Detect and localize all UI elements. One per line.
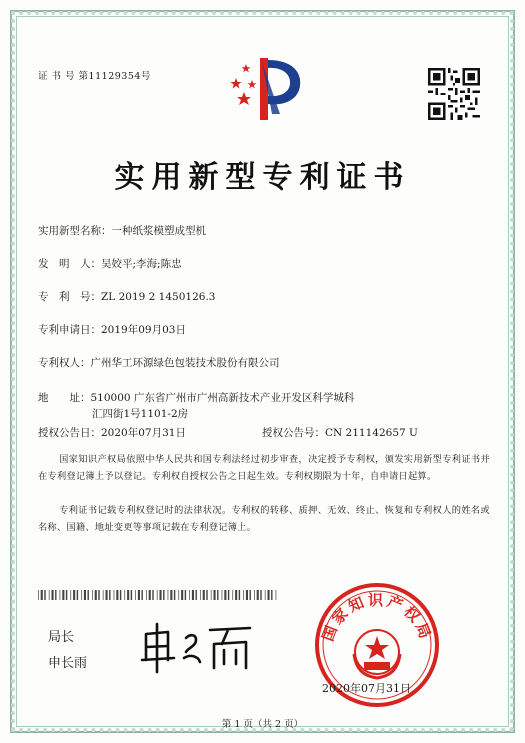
address-label: 地 址：	[38, 392, 91, 404]
grant-number-row	[262, 425, 418, 440]
cnipa-logo-icon	[226, 52, 306, 126]
address-line-2: 汇四街1号1101-2房	[92, 408, 189, 420]
patent-number-label: 专 利 号：	[38, 291, 101, 303]
signatory-title: 局长	[48, 630, 75, 645]
qr-code	[428, 68, 480, 120]
barcode-strip	[38, 590, 278, 600]
patentee-row	[38, 355, 280, 370]
utility-model-name-label: 实用新型名称：	[38, 225, 112, 237]
address-line-1: 510000 广东省广州市广州高新技术产业开发区科学城科	[90, 392, 355, 404]
patent-number-row	[38, 289, 215, 304]
legal-status-paragraph: 专利证书记载专利权登记时的法律状况。专利权的转移、质押、无效、终止、恢复和专利权人的姓名或名称、国籍、地址变更等事项记载在专利登记簿上。	[38, 505, 490, 533]
utility-model-name-value: 一种纸浆模塑成型机	[111, 225, 206, 237]
patentee-value: 广州华工环源绿色包装技术股份有限公司	[90, 357, 280, 369]
filing-date-value: 2019年09月03日	[101, 324, 186, 336]
patentee-label: 专利权人：	[38, 357, 91, 369]
grant-date-value: 2020年07月31日	[101, 427, 186, 439]
seal-text: 国家知识产权局	[318, 591, 436, 644]
page-indicator: 第 1 页（共 2 页）	[221, 719, 304, 730]
grant-number-value: CN 211142657 U	[325, 427, 418, 439]
grant-number-label: 授权公告号：	[262, 427, 325, 439]
inventor-value: 吴姣平;李海;陈忠	[101, 258, 182, 270]
signatory-name: 申长雨	[48, 656, 88, 671]
seal-date: 2020年07月31日	[322, 682, 411, 695]
grant-date-label: 授权公告日：	[38, 427, 101, 439]
utility-model-name-row	[38, 223, 206, 238]
filing-date-row	[38, 322, 186, 337]
inventor-label: 发 明 人：	[38, 258, 101, 270]
address-row	[38, 390, 354, 405]
certificate-number: 证 书 号 第11129354号	[38, 71, 151, 82]
handwritten-signature	[138, 620, 258, 676]
certificate-title: 实用新型专利证书	[114, 160, 411, 195]
grant-date-row	[38, 425, 186, 440]
inventor-row	[38, 256, 182, 271]
grant-statement-paragraph: 国家知识产权局依照中华人民共和国专利法经过初步审查，决定授予专利权，颁发实用新型专利证书并在专利登记簿上予以登记。专利权自授权公告之日起生效。专利权期限为十年，自申请日起算。	[38, 454, 490, 482]
filing-date-label: 专利申请日：	[38, 324, 101, 336]
patent-number-value: ZL 2019 2 1450126.3	[101, 291, 216, 303]
